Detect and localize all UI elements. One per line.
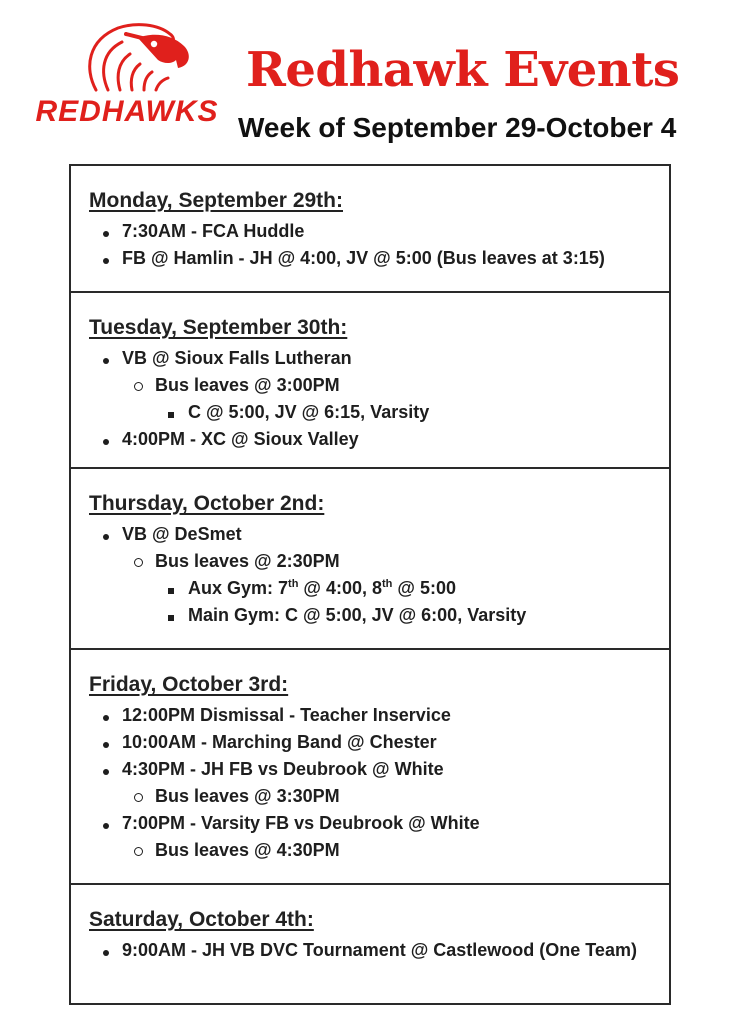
day-heading: Monday, September 29th: xyxy=(89,189,343,212)
redhawk-head-icon xyxy=(26,18,228,128)
logo-wordmark: REDHAWKS xyxy=(35,95,219,128)
list-item: Bus leaves @ 4:30PM xyxy=(89,837,669,864)
schedule-table xyxy=(69,164,671,1005)
list-item: Bus leaves @ 2:30PM xyxy=(89,548,669,575)
day-heading: Friday, October 3rd: xyxy=(89,673,289,696)
page-title: Redhawk Events xyxy=(246,42,680,98)
list-item: Bus leaves @ 3:30PM xyxy=(89,783,669,810)
list-item: Main Gym: C @ 5:00, JV @ 6:00, Varsity xyxy=(89,602,669,629)
list-item: C @ 5:00, JV @ 6:15, Varsity xyxy=(89,399,669,426)
list-item: 4:00PM - XC @ Sioux Valley xyxy=(89,426,669,453)
day-thursday xyxy=(71,469,669,650)
list-item: 7:00PM - Varsity FB vs Deubrook @ White xyxy=(89,810,669,837)
page-subtitle: Week of September 29-October 4 xyxy=(238,112,677,143)
list-item: VB @ DeSmet xyxy=(89,521,669,548)
list-item: 12:00PM Dismissal - Teacher Inservice xyxy=(89,702,669,729)
day-heading: Saturday, October 4th: xyxy=(89,908,314,931)
list-item: 7:30AM - FCA Huddle xyxy=(89,218,669,245)
list-item: VB @ Sioux Falls Lutheran xyxy=(89,345,669,372)
day-heading: Tuesday, September 30th: xyxy=(89,316,348,339)
list-item: FB @ Hamlin - JH @ 4:00, JV @ 5:00 (Bus leaves at 3:15) xyxy=(89,245,669,272)
redhawks-logo xyxy=(26,18,228,128)
list-item-aux-gym: Aux Gym: 7th @ 4:00, 8th @ 5:00 xyxy=(89,575,669,602)
list-item: 4:30PM - JH FB vs Deubrook @ White xyxy=(89,756,669,783)
day-tuesday xyxy=(71,293,669,469)
day-monday xyxy=(71,166,669,293)
day-friday xyxy=(71,650,669,885)
day-heading: Thursday, October 2nd: xyxy=(89,492,325,515)
list-item: Bus leaves @ 3:00PM xyxy=(89,372,669,399)
list-item: 9:00AM - JH VB DVC Tournament @ Castlewood (One Team) xyxy=(89,937,669,964)
list-item: 10:00AM - Marching Band @ Chester xyxy=(89,729,669,756)
day-saturday xyxy=(71,885,669,1003)
